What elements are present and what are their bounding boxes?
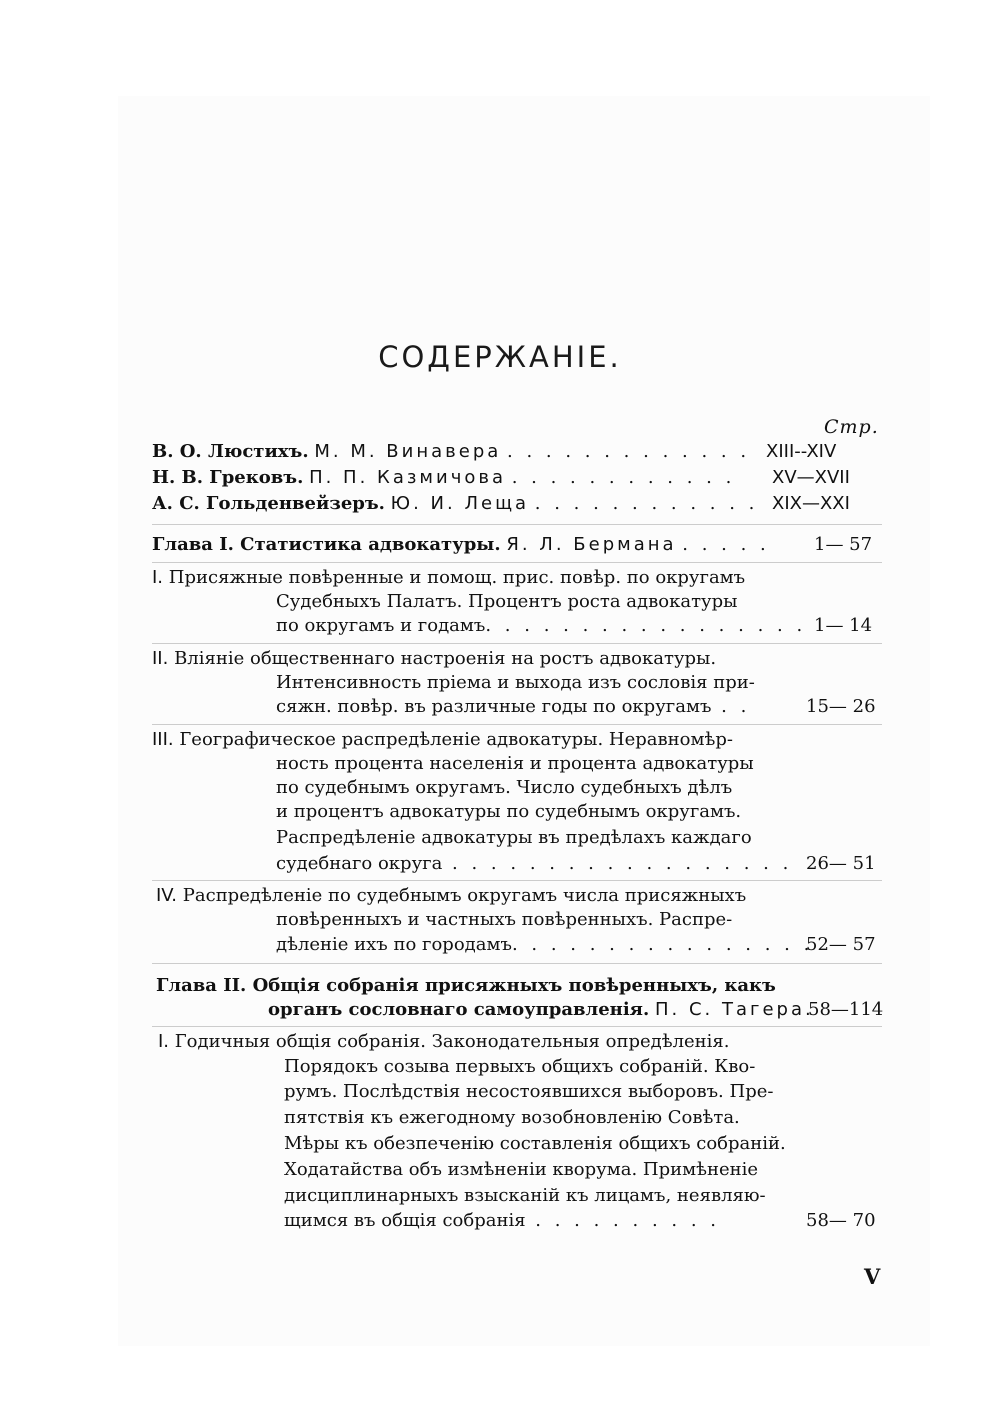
page-folio: V <box>864 1264 881 1289</box>
section-line: Интенсивность пріема и выхода изъ сословія при- <box>276 672 755 693</box>
page-column-label: Стр. <box>824 416 879 438</box>
chapter-title: органъ сословнаго самоуправленія. <box>268 999 650 1020</box>
section-line: ность процента населенія и процента адвокатуры <box>276 753 754 774</box>
entry-pages: XIX—XXI <box>772 493 850 514</box>
section-line: дисциплинарныхъ взысканій къ лицамъ, неявляю- <box>284 1185 766 1206</box>
entry-author: Ю. И. Леща <box>390 493 530 514</box>
chapter-author: Я. Л. Бермана <box>506 534 677 555</box>
divider <box>152 963 882 964</box>
entry-bold: В. О. Люстихъ. <box>152 441 309 462</box>
section-entry <box>152 728 733 752</box>
section-line: дѣленіе ихъ по городамъ. . . . . . . . . . . . . . . . <box>276 934 814 955</box>
section-entry <box>152 566 745 590</box>
section-line: сяжн. повѣр. въ различные годы по округамъ . . <box>276 696 751 717</box>
section-line: судебнаго округа . . . . . . . . . . . . . . . . . . <box>276 853 793 874</box>
entry-pages: XV—XVII <box>772 467 850 488</box>
section-number: I. <box>158 1031 170 1052</box>
section-line: пятствія къ ежегодному возобновленію Совѣта. <box>284 1107 740 1128</box>
section-line: Порядокъ созыва первыхъ общихъ собраній. Кво- <box>284 1056 756 1077</box>
section-line: Присяжные повѣренные и помощ. прис. повѣр. по округамъ <box>168 567 746 588</box>
toc-entry-foreword: Н. В. Грековъ. П. П. Казмичова . . . . . . . . . . . . <box>152 467 736 488</box>
toc-entry-foreword: В. О. Люстихъ. М. М. Винавера . . . . . . . . . . . . . <box>152 441 751 462</box>
toc-entry-foreword: А. С. Гольденвейзеръ. Ю. И. Леща . . . . . . . . . . . . <box>152 493 759 514</box>
section-line: Судебныхъ Палатъ. Процентъ роста адвокатуры <box>276 591 738 612</box>
section-pages: 15— 26 <box>806 696 876 717</box>
page-title: СОДЕРЖАНІЕ. <box>378 340 622 374</box>
section-line: повѣренныхъ и частныхъ повѣренныхъ. Распре- <box>276 909 733 930</box>
section-line: по округамъ и годамъ. . . . . . . . . . . . . . . . . <box>276 615 807 636</box>
section-line: Географическое распредѣленіе адвокатуры. Неравномѣр- <box>179 729 733 750</box>
divider <box>152 524 882 525</box>
section-pages: 26— 51 <box>806 853 876 874</box>
section-entry <box>158 1030 730 1054</box>
section-line: щимся въ общія собранія . . . . . . . . . . <box>284 1210 720 1231</box>
divider <box>152 1026 882 1027</box>
section-line: Распредѣленіе адвокатуры въ предѣлахъ каждаго <box>276 827 752 848</box>
divider <box>152 880 882 881</box>
chapter-pages: 58—114 <box>808 999 884 1020</box>
entry-author: М. М. Винавера <box>314 441 502 462</box>
section-line: Мѣры къ обезпеченію составленія общихъ собраній. <box>284 1133 786 1154</box>
divider <box>152 562 882 563</box>
section-pages: 52— 57 <box>806 934 876 955</box>
section-number: I. <box>152 567 164 588</box>
chapter-title: Глава I. Статистика адвокатуры. <box>152 534 501 555</box>
section-entry <box>156 884 746 908</box>
section-number: IV. <box>156 885 178 906</box>
section-number: II. <box>152 648 169 669</box>
entry-bold: А. С. Гольденвейзеръ. <box>152 493 385 514</box>
chapter-author: П. С. Тагера. <box>654 999 814 1020</box>
section-line: Распредѣленіе по судебнымъ округамъ числа присяжныхъ <box>182 885 747 906</box>
section-pages: 1— 14 <box>814 615 873 636</box>
section-number: III. <box>152 729 174 750</box>
chapter-heading: Глава I. Статистика адвокатуры. Я. Л. Бермана . . . . . <box>152 534 770 555</box>
divider <box>152 643 882 644</box>
entry-bold: Н. В. Грековъ. <box>152 467 304 488</box>
chapter-heading-cont <box>268 998 814 1022</box>
section-line: Годичныя общія собранія. Законодательныя опредѣленія. <box>174 1031 730 1052</box>
section-entry <box>152 647 716 671</box>
entry-pages: XIII--XIV <box>766 441 837 462</box>
section-line: по судебнымъ округамъ. Число судебныхъ дѣлъ <box>276 777 733 798</box>
chapter-pages: 1— 57 <box>814 534 873 555</box>
section-line: румъ. Послѣдствія несостоявшихся выборовъ. Пре- <box>284 1081 774 1102</box>
chapter-heading: Глава II. Общія собранія присяжныхъ повѣренныхъ, какъ <box>156 975 776 996</box>
section-line: и процентъ адвокатуры по судебнымъ округамъ. <box>276 801 742 822</box>
entry-author: П. П. Казмичова <box>309 467 506 488</box>
section-line: Ходатайства объ измѣненіи кворума. Примѣненіе <box>284 1159 759 1180</box>
section-pages: 58— 70 <box>806 1210 876 1231</box>
section-line: Вліяніе общественнаго настроенія на ростъ адвокатуры. <box>174 648 717 669</box>
divider <box>152 724 882 725</box>
